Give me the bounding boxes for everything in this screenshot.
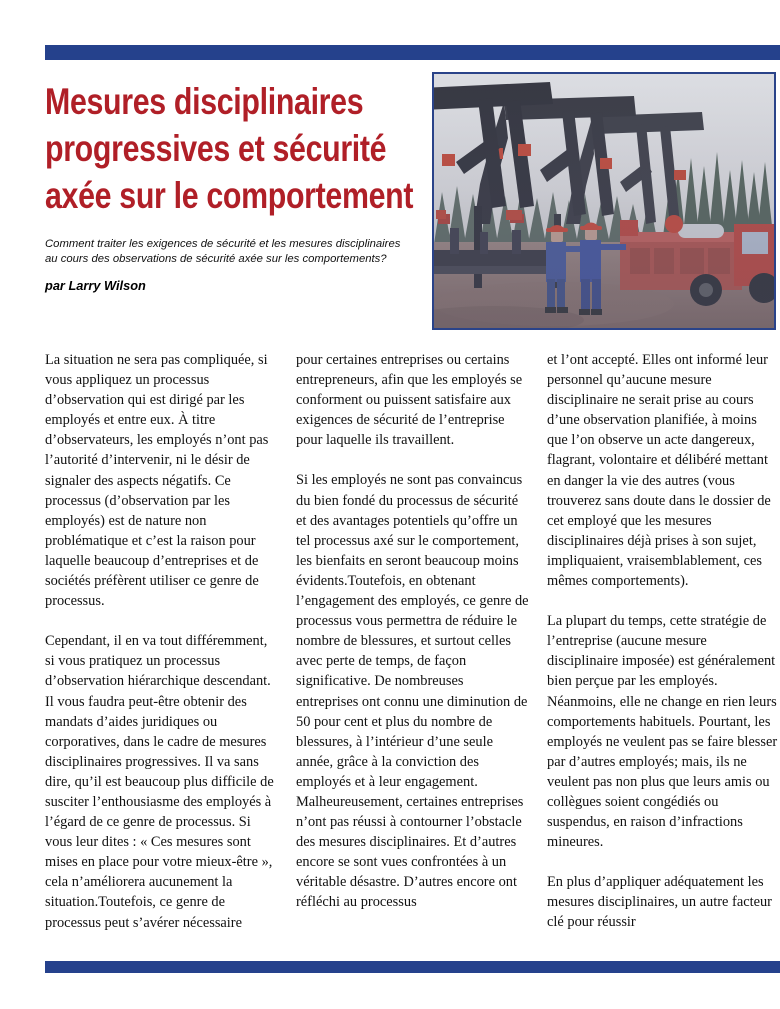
- paragraph: Si les employés ne sont pas convaincus du bien fondé du processus de sécurité et des avantages potentiels qu’offre un tel processus axé sur le comportement, les bienfaits en seront beaucoup moins évidents.Toutefois, en obtenant l’engagement des employés, ce genre de processus vous permettra de réduire le nombre de blessures, et surtout celles avec perte de temps, de façon significative. De nombreuses entreprises ont connu une diminution de 50 pour cent et plus du nombre de blessures, à l’intérieur d’une seule année, grâce à la conviction des employés et à leur engagement. Malheureusement, certaines entreprises n’ont pas réussi à contourner l’obstacle des mesures disciplinaires. Et d’autres encore se sont vues confrontées à un véritable désastre. D’autres encore ont réfléchi au processus: [296, 472, 529, 911]
- headline-line-2: progressives et sécurité: [45, 128, 387, 169]
- paragraph: En plus d’appliquer adéquatement les mesures disciplinaires, un autre facteur clé pour réussir: [547, 874, 772, 931]
- headline-line-3: axée sur le comportement: [45, 175, 414, 216]
- paragraph: pour certaines entreprises ou certains entrepreneurs, afin que les employés se conforment ou puissent satisfaire aux exigences de sécurité de l’entreprise pour laquelle ils travaillent.: [296, 352, 523, 449]
- article-photo: [432, 72, 776, 330]
- column-2: [296, 350, 529, 933]
- masthead: [45, 78, 420, 294]
- body-columns: [45, 350, 780, 933]
- article-byline: par Larry Wilson: [45, 278, 146, 294]
- paragraph: La plupart du temps, cette stratégie de l’entreprise (aucune mesure disciplinaire imposée) est généralement bien perçue par les employés. Néanmoins, elle ne change en rien leurs comportements habituels. Pourtant, les employés ne veulent pas se faire blesser par d’autres employés; mais, ils ne veulent pas non plus que leurs amis ou collègues soient congédiés ou suspendus, en raison d’infractions mineures.: [547, 613, 778, 851]
- page-title: [45, 78, 421, 219]
- column-1: [45, 350, 278, 933]
- oilfield-photo-illustration: [434, 74, 774, 328]
- paragraph: Cependant, il en va tout différemment, si vous pratiquez un processus d’observation hiérarchique descendant. Il vous faudra peut-être obtenir des mandats d’aides juridiques ou corporatives, dans le cadre de mesures disciplinaires progressives. Il va sans dire, qu’il est beaucoup plus difficile de susciter l’enthousiasme des employés à l’égard de ce genre de processus. Si vous leur dites : « Ces mesures sont mises en place pour votre mieux-être », cela n’améliorera aucunement la situation.Toutefois, ce genre de processus peut s’avérer nécessaire: [45, 633, 274, 931]
- bottom-rule-bar: [45, 961, 780, 973]
- paragraph: La situation ne sera pas compliquée, si vous appliquez un processus d’observation qui est dirigé par les employés et entre eux. À titre d’observateurs, les employés n’ont pas l’autorité d’intervenir, ni le désir de signaler des aspects négatifs. Ce processus (d’observation par les employés) est de nature non problématique et c’est la raison pour laquelle beaucoup d’entreprises et de sociétés préfèrent utiliser ce genre de processus.: [45, 352, 269, 610]
- headline-line-1: Mesures disciplinaires: [45, 81, 364, 122]
- article-deck: Comment traiter les exigences de sécurité et les mesures disciplinaires au cours des observations de sécurité axée sur les comportements?: [45, 238, 401, 265]
- top-rule-bar: [45, 45, 780, 60]
- column-3: [547, 350, 780, 933]
- paragraph: et l’ont accepté. Elles ont informé leur personnel qu’aucune mesure disciplinaire ne serait prise au cours d’une observation planifiée, à moins que l’on observe un acte dangereux, flagrant, volontaire et délibéré mettant en danger la vie des autres (vous trouverez sans doute dans le dossier de cet employé que les mesures disciplinaires déjà prises à son sujet, impliquaient, vraisemblablement, ces mêmes comportements).: [547, 352, 771, 590]
